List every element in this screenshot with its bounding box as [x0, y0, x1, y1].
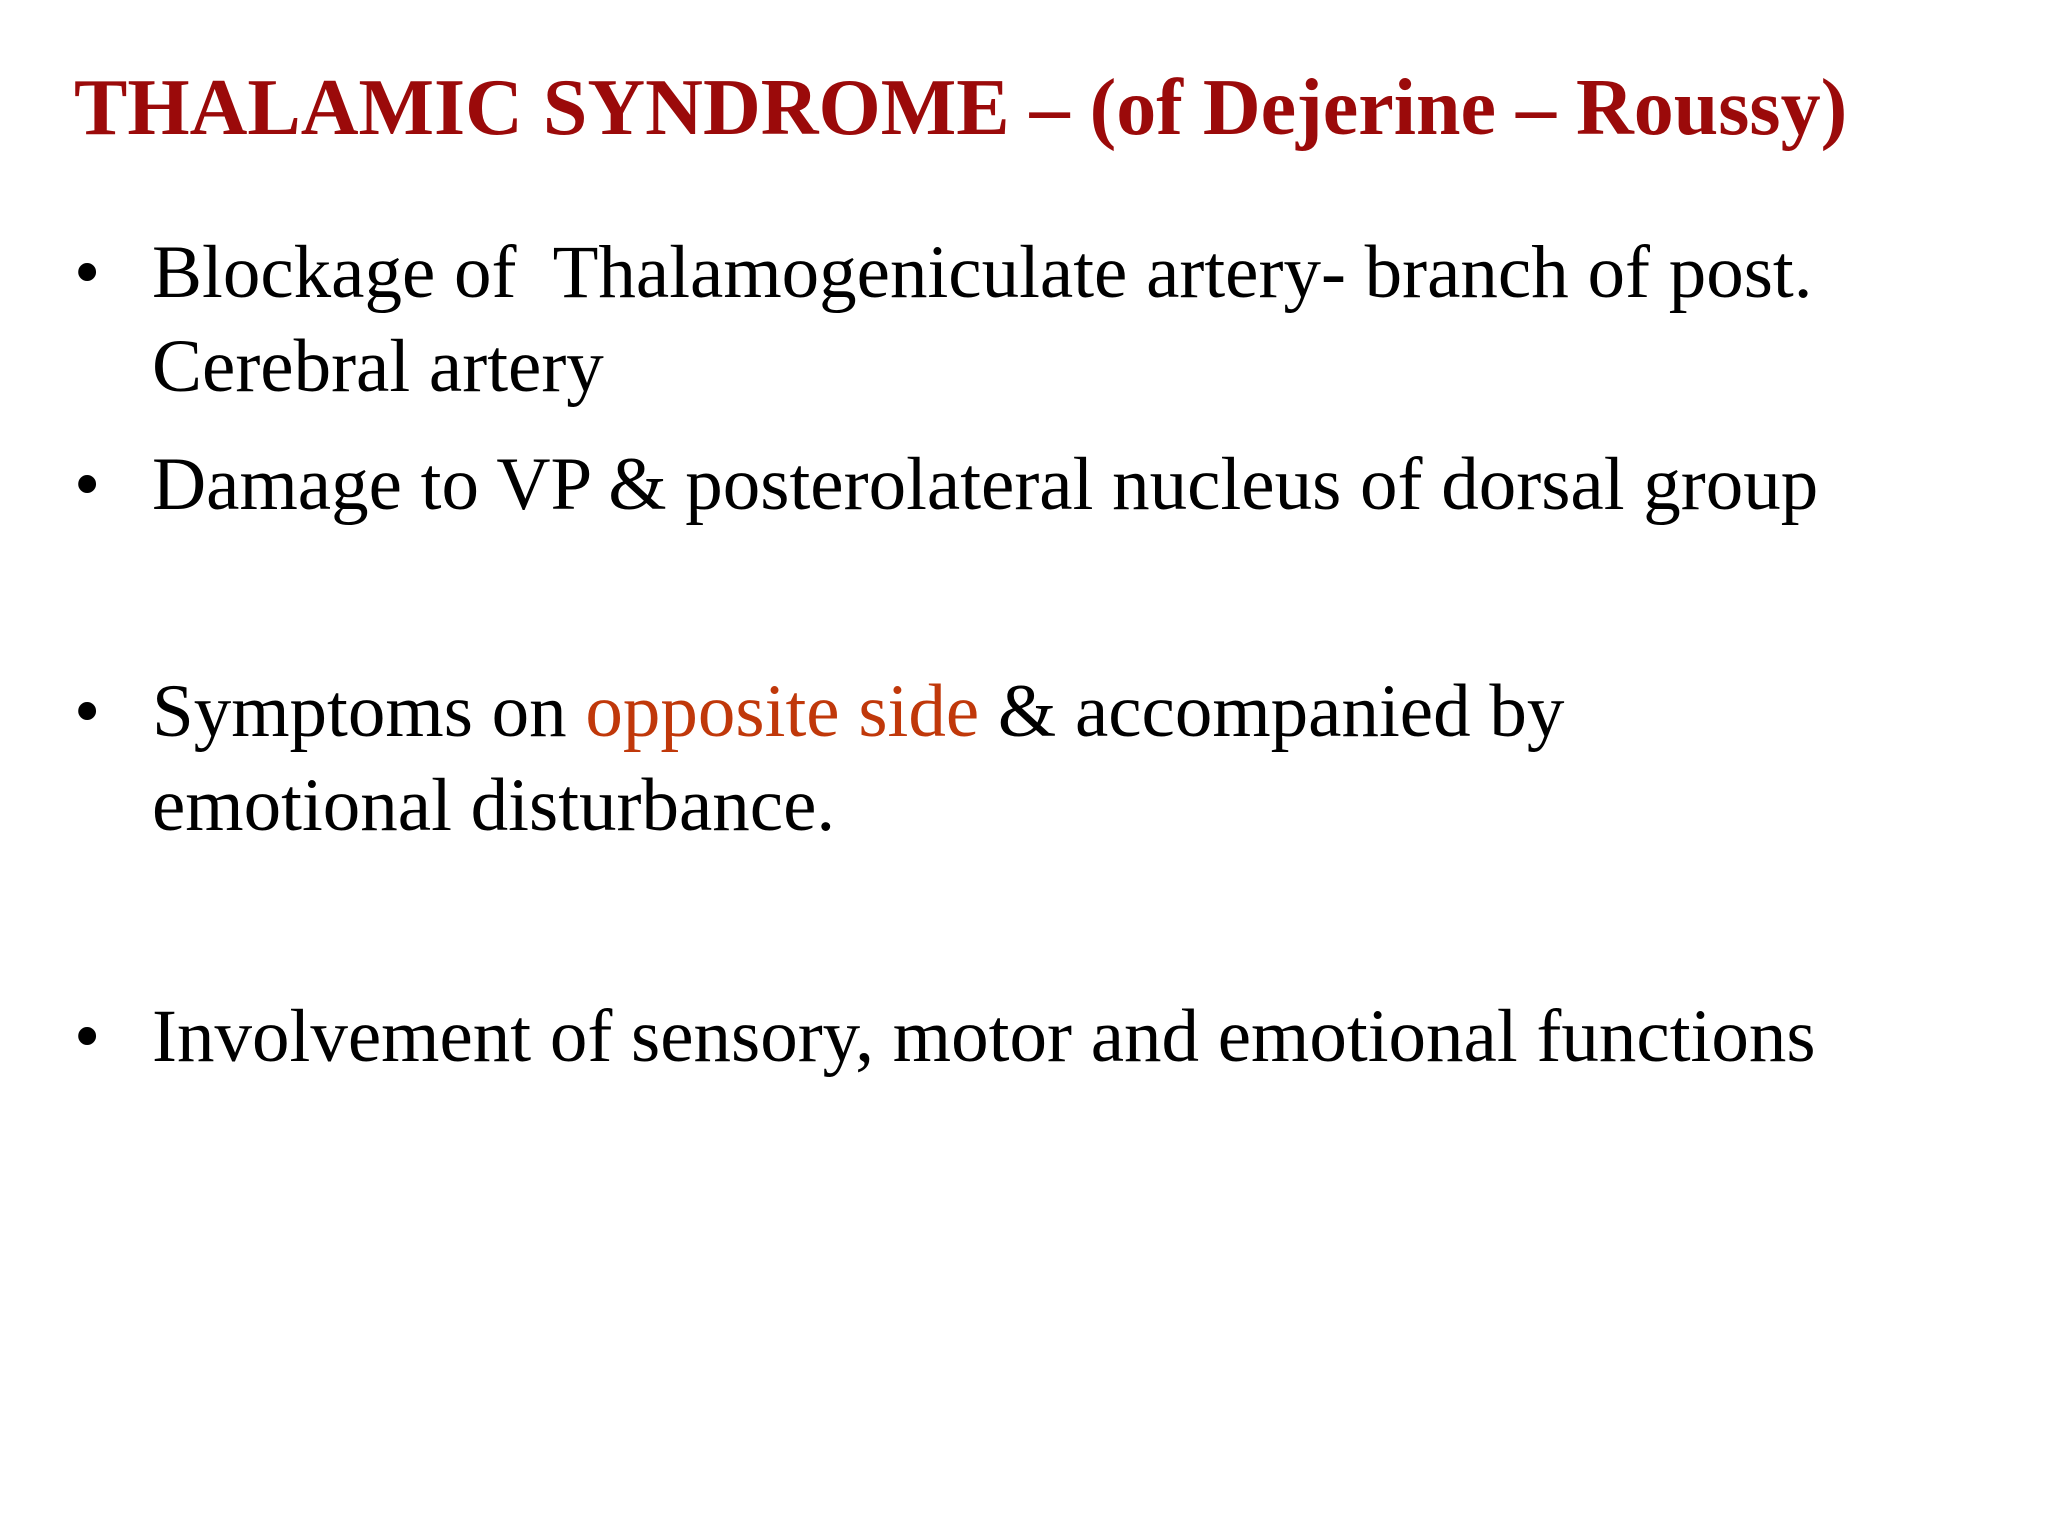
bullet-item-damage — [74, 438, 1994, 532]
bullet-line-2: emotional disturbance. — [152, 764, 836, 847]
bullet-item-symptoms — [74, 665, 1994, 853]
bullet-text-before: Symptoms on — [152, 670, 586, 753]
bullet-icon: • — [74, 231, 101, 314]
slide-title: THALAMIC SYNDROME – (of Dejerine – Roussy) — [74, 64, 1848, 152]
bullet-text-after: & accompanied by — [979, 670, 1565, 753]
bullet-icon: • — [74, 670, 101, 753]
highlight-text: opposite side — [585, 670, 980, 753]
bullet-item-blockage — [74, 226, 1994, 414]
bullet-icon: • — [74, 443, 101, 526]
bullet-line-1: Blockage of Thalamogeniculate artery- branch of post. — [152, 231, 1813, 314]
bullet-line-2: Cerebral artery — [152, 325, 604, 408]
bullet-icon: • — [74, 995, 101, 1078]
bullet-item-involvement — [74, 990, 1994, 1084]
bullet-text — [152, 226, 1994, 414]
bullet-text — [152, 665, 1994, 853]
bullet-text: Involvement of sensory, motor and emotional functions — [152, 995, 1816, 1078]
bullet-text: Damage to VP & posterolateral nucleus of dorsal group — [152, 443, 1819, 526]
